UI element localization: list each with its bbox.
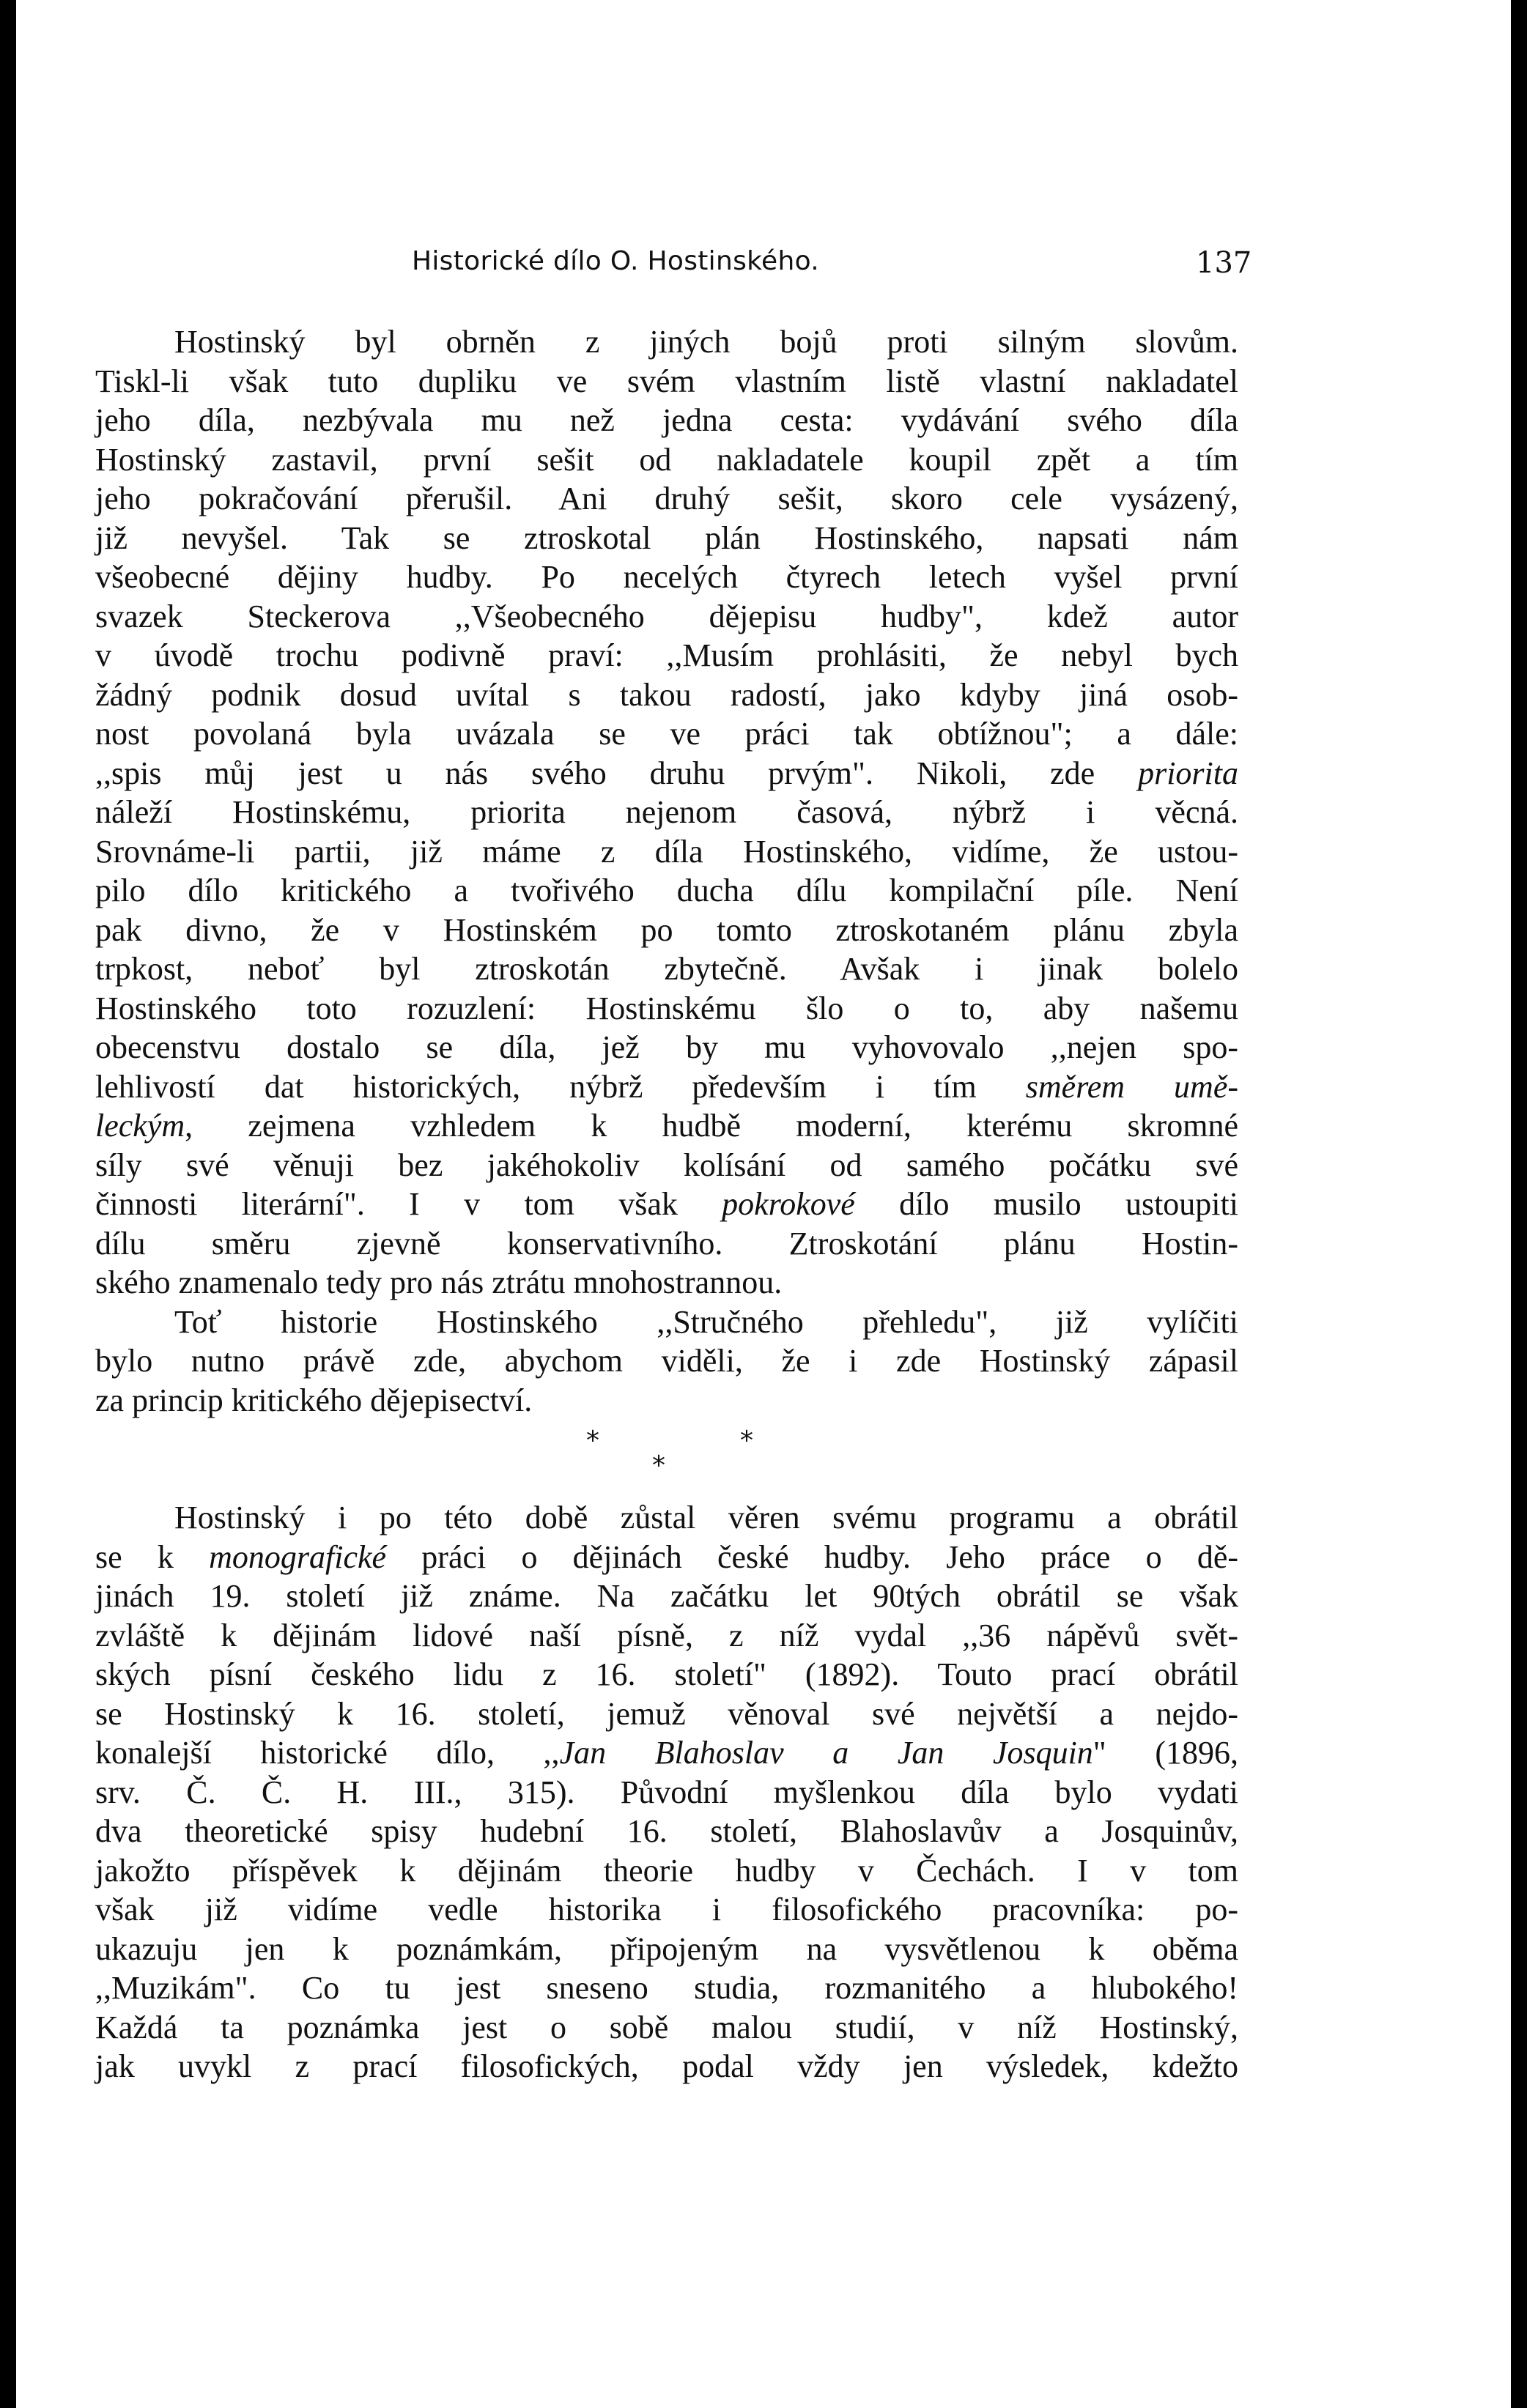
text-line: Toť historie Hostinského ,,Stručného přehledu", již vylíčiti xyxy=(174,1303,1238,1340)
text-line: ukazuju jen k poznámkám, připojeným na vysvětlenou k oběma xyxy=(95,1930,1238,1967)
text-line: již nevyšel. Tak se ztroskotal plán Hostinského, napsati nám xyxy=(95,519,1238,556)
text-line: dva theoretické spisy hudební 16. století, Blahoslavův a Josquinův, xyxy=(95,1813,1238,1849)
text-line: však již vidíme vedle historika i filosofického pracovníka: po- xyxy=(95,1892,1238,1927)
text-line: dílu směru zjevně konservativního. Ztroskotání plánu Hostin- xyxy=(95,1225,1238,1262)
asterisk: * xyxy=(586,1426,599,1456)
text-line: jinách 19. století již známe. Na začátku let 90tých obrátil se však xyxy=(95,1578,1238,1614)
text-line xyxy=(95,1185,1238,1224)
italic-term: směrem umě- xyxy=(1025,1068,1239,1105)
text-line: jeho díla, nezbývala mu než jedna cesta: vydávání svého díla xyxy=(95,402,1238,438)
text-line: Hostinský byl obrněn z jiných bojů proti silným slovům. xyxy=(174,324,1238,360)
text-line: Hostinského toto rozuzlení: Hostinskému šlo o to, aby našemu xyxy=(95,990,1238,1026)
text-line xyxy=(95,1067,1238,1107)
text-segment: " (1896, xyxy=(1092,1735,1238,1771)
text-line: nost povolaná byla uvázala se ve práci tak obtížnou"; a dále: xyxy=(95,716,1238,752)
page-number: 137 xyxy=(1196,246,1252,280)
text-line xyxy=(95,754,1238,793)
text-line: všeobecné dějiny hudby. Po necelých čtyrech letech vyšel první xyxy=(95,559,1238,595)
text-line: jeho pokračování přerušil. Ani druhý sešit, skoro cele vysázený, xyxy=(95,481,1238,516)
text-line: jakožto příspěvek k dějinám theorie hudby v Čechách. I v tom xyxy=(95,1852,1238,1889)
text-line: svazek Steckerova ,,Všeobecného dějepisu hudby", kdež autor xyxy=(95,598,1238,634)
text-line: bylo nutno právě zde, abychom viděli, že i zde Hostinský zápasil xyxy=(95,1343,1238,1379)
text-segment: práci o dějinách české hudby. Jeho práce o dě- xyxy=(386,1538,1239,1575)
text-line xyxy=(95,1538,1238,1577)
text-line: se Hostinský k 16. století, jemuž věnoval své největší a nejdo- xyxy=(95,1695,1238,1732)
book-page xyxy=(16,0,1511,2408)
body-text xyxy=(95,322,1238,2086)
text-line: Srovnáme-li partii, již máme z díla Hostinského, vidíme, že ustou- xyxy=(95,833,1238,870)
text-line: obecenstvu dostalo se díla, jež by mu vyhovovalo ,,nejen spo- xyxy=(95,1029,1238,1065)
text-line: ,,Muzikám". Co tu jest sneseno studia, rozmanitého a hlubokého! xyxy=(95,1970,1238,2006)
text-line: srv. Č. Č. H. III., 315). Původní myšlenkou díla bylo vydati xyxy=(95,1774,1238,1810)
asterisk: * xyxy=(652,1451,665,1481)
text-line: ského znamenalo tedy pro nás ztrátu mnohostrannou. xyxy=(95,1264,783,1300)
text-line: Tiskl-li však tuto dupliku ve svém vlastním listě vlastní nakladatel xyxy=(95,363,1238,399)
text-line: pilo dílo kritického a tvořivého ducha dílu kompilační píle. Není xyxy=(95,873,1238,908)
paragraph-1 xyxy=(95,322,1238,1303)
text-segment: ,,spis můj jest u nás svého druhu prvým". Nikoli, zde xyxy=(95,755,1095,791)
text-segment: lehlivostí dat historických, nýbrž především i tím xyxy=(95,1068,977,1105)
text-line: ských písní českého lidu z 16. století" (1892). Touto prací obrátil xyxy=(95,1656,1238,1692)
italic-term: priorita xyxy=(1138,755,1238,791)
section-separator xyxy=(95,1420,1238,1498)
text-line: v úvodě trochu podivně praví: ,,Musím prohlásiti, že nebyl bych xyxy=(95,637,1238,673)
text-segment: činnosti literární". I v tom však xyxy=(95,1186,678,1222)
text-line: žádný podnik dosud uvítal s takou radostí, jako kdyby jiná osob- xyxy=(95,676,1238,713)
italic-title: Jan Blahoslav a Jan Josquin xyxy=(559,1735,1093,1771)
paragraph-3 xyxy=(95,1498,1238,2086)
text-segment: , zejmena vzhledem k hudbě moderní, kterému skromné xyxy=(185,1108,1238,1144)
text-line: Hostinský i po této době zůstal věren svému programu a obrátil xyxy=(174,1500,1238,1535)
text-line: Hostinský zastavil, první sešit od nakladatele koupil zpět a tím xyxy=(95,441,1238,478)
text-segment: se k xyxy=(95,1538,174,1575)
italic-term: leckým xyxy=(95,1108,185,1144)
text-line xyxy=(95,1106,1238,1146)
text-line xyxy=(95,1733,1238,1773)
asterisk: * xyxy=(740,1426,753,1456)
text-line: síly své věnuji bez jakéhokoliv kolísání od samého počátku své xyxy=(95,1146,1238,1183)
text-segment: dílo musilo ustoupiti xyxy=(854,1186,1238,1222)
text-line: náleží Hostinskému, priorita nejenom časová, nýbrž i věcná. xyxy=(95,794,1238,830)
text-line: za princip kritického dějepisectví. xyxy=(95,1382,533,1418)
running-head: Historické dílo O. Hostinského. xyxy=(412,246,820,276)
text-line: Každá ta poznámka jest o sobě malou studií, v níž Hostinský, xyxy=(95,2009,1238,2045)
text-line: pak divno, že v Hostinském po tomto ztroskotaném plánu zbyla xyxy=(95,911,1238,948)
text-line: zvláště k dějinám lidové naší písně, z níž vydal ,,36 nápěvů svět- xyxy=(95,1617,1238,1653)
italic-term: monografické xyxy=(209,1538,387,1575)
text-line: jak uvykl z prací filosofických, podal vždy jen výsledek, kdežto xyxy=(95,2048,1238,2084)
text-segment: konalejší historické dílo, ,, xyxy=(95,1735,560,1771)
paragraph-2 xyxy=(95,1303,1238,1420)
italic-term: pokrokové xyxy=(722,1186,855,1222)
text-line: trpkost, neboť byl ztroskotán zbytečně. Avšak i jinak bolelo xyxy=(95,951,1238,987)
